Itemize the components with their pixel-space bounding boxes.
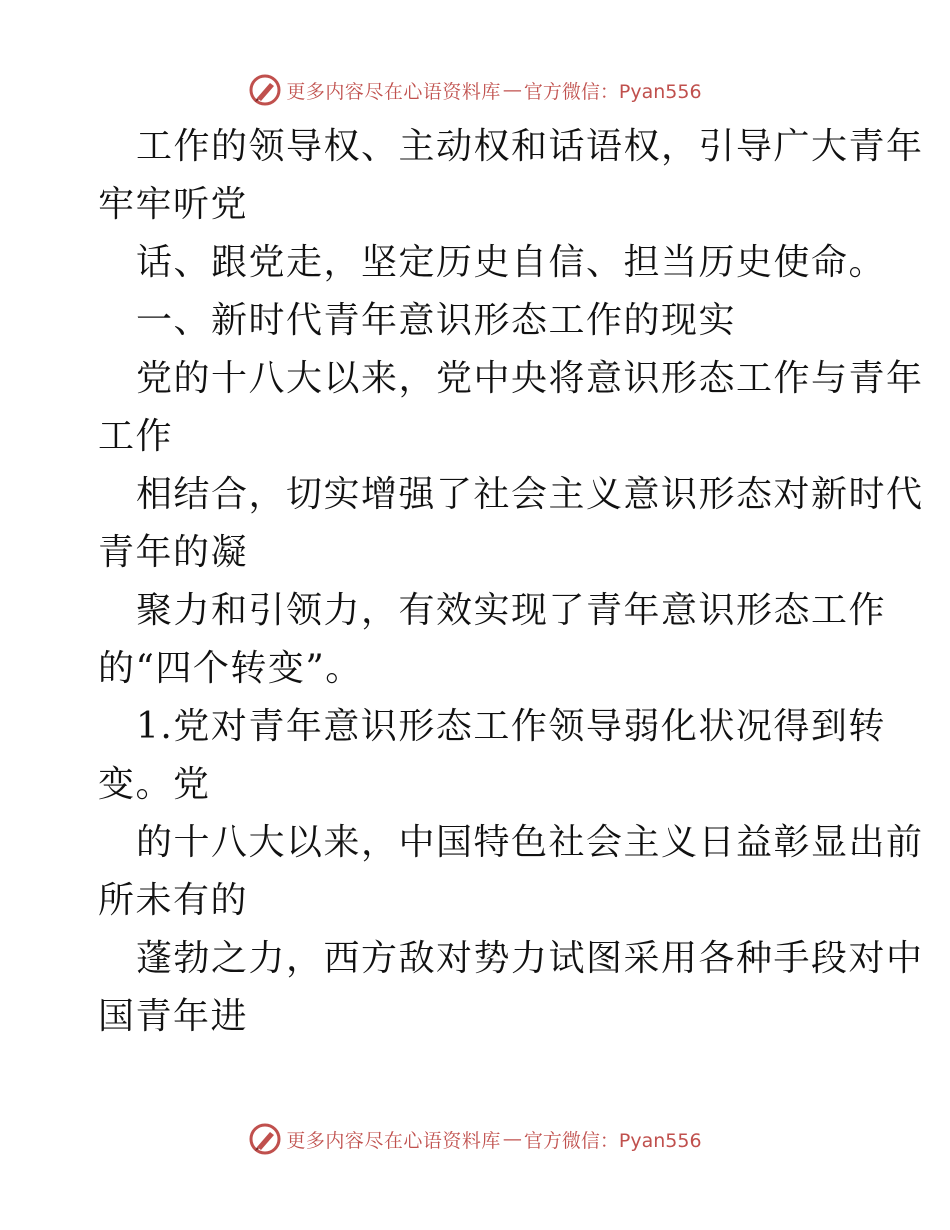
body-line: 工作	[98, 416, 174, 457]
footer-site-text: 更多内容尽在心语资料库	[286, 1129, 501, 1152]
body-line: 话、跟党走，坚定历史自信、担当历史使命。	[136, 242, 887, 283]
body-line: 国青年进	[98, 996, 249, 1037]
body-line: 相结合，切实增强了社会主义意识形态对新时代	[136, 474, 924, 515]
section-heading: 一、新时代青年意识形态工作的现实	[136, 300, 737, 341]
header-watermark	[0, 70, 950, 110]
body-line: 的十八大以来，中国特色社会主义日益彰显出前	[136, 822, 924, 863]
body-line: 1.党对青年意识形态工作领导弱化状况得到转	[136, 706, 886, 747]
header-site-text: 更多内容尽在心语资料库	[286, 80, 501, 103]
footer-watermark	[0, 1119, 950, 1159]
body-line: 所未有的	[98, 880, 249, 921]
body-line: 聚力和引领力，有效实现了青年意识形态工作	[136, 590, 887, 631]
footer-wechat-text: 官方微信：Pyan556	[523, 1129, 702, 1152]
header-dash: —	[502, 79, 522, 101]
body-line: 蓬勃之力，西方敌对势力试图采用各种手段对中	[136, 938, 924, 979]
body-line: 青年的凝	[98, 532, 249, 573]
body-line: 党的十八大以来，党中央将意识形态工作与青年	[136, 358, 924, 399]
body-line: 牢牢听党	[98, 184, 249, 225]
document-body	[98, 118, 924, 1046]
body-line: 的“四个转变”。	[98, 648, 363, 689]
pen-logo-icon	[248, 1122, 282, 1156]
pen-logo-icon	[248, 73, 282, 107]
body-line: 工作的领导权、主动权和话语权，引导广大青年	[136, 126, 924, 167]
body-line: 变。党	[98, 764, 211, 805]
footer-dash: —	[502, 1128, 522, 1150]
header-wechat-text: 官方微信：Pyan556	[523, 80, 702, 103]
